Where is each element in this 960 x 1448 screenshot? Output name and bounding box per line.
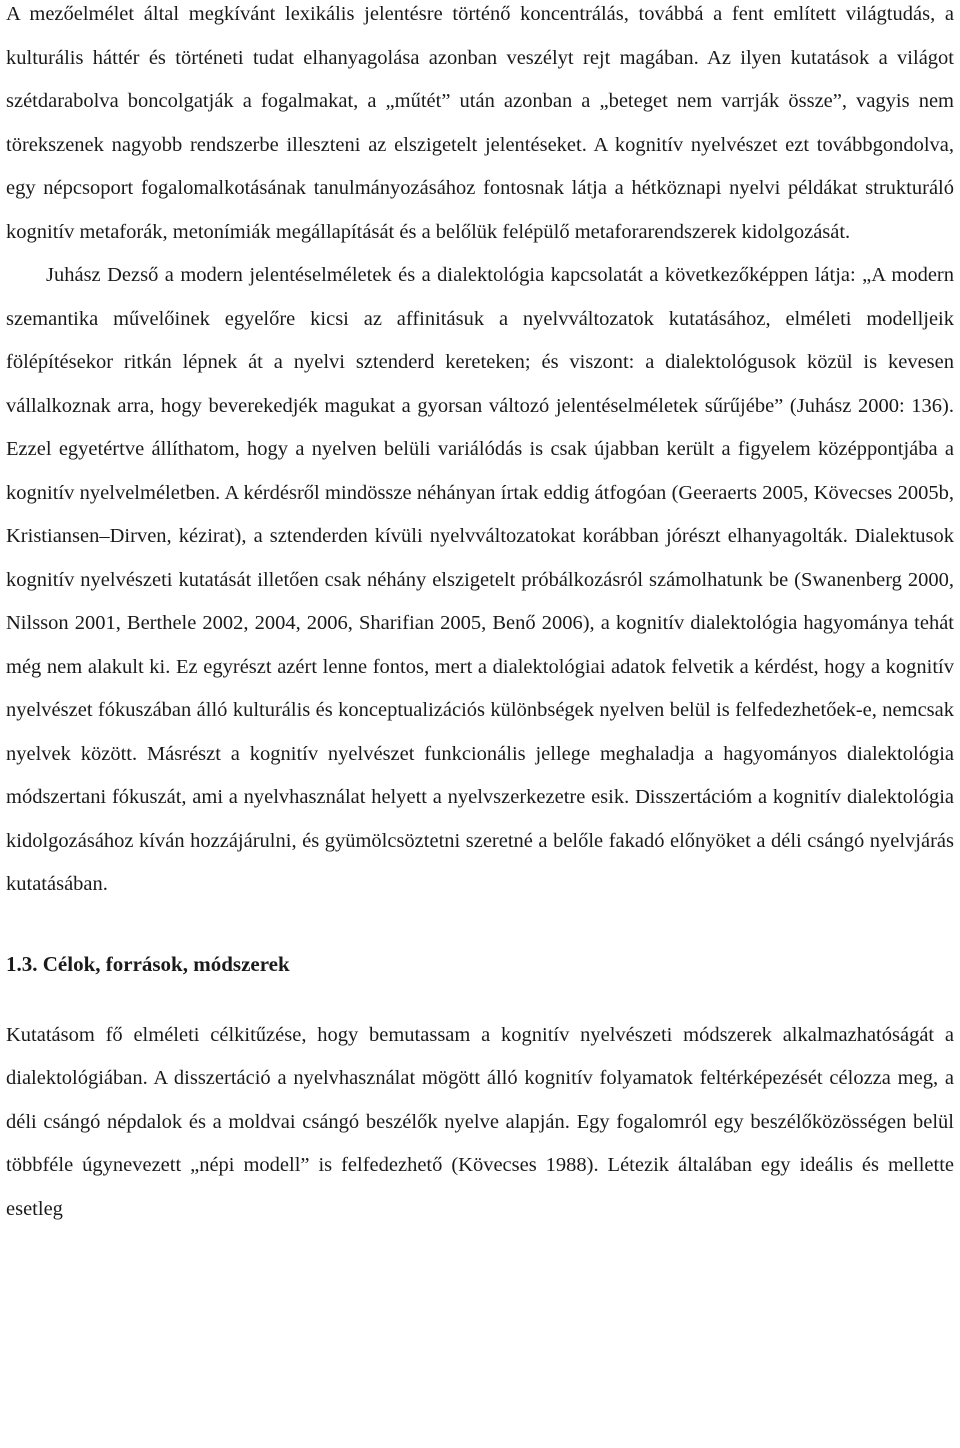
body-paragraph-1: A mezőelmélet által megkívánt lexikális jelentésre történő koncentrálás, továbbá a fent említett világtudás, a kulturális háttér és történeti tudat elhanyagolása azonban veszélyt rejt magában. Az ilyen kutatások a világot szétdarabolva boncolgatják a fogalmakat, a „műtét” után azonban a „beteget nem varrják össze”, vagyis nem törekszenek nagyobb rendszerbe illeszteni az elszigetelt jelentéseket. A kognitív nyelvészet ezt továbbgondolva, egy népcsoport fogalomalkotásának tanulmányozásához fontosnak látja a hétköznapi nyelvi példákat strukturáló kognitív metaforák, metonímiák megállapítását és a belőlük felépülő metaforarendszerek kidolgozását. — [6, 3, 954, 243]
document-page — [6, 0, 954, 1231]
body-paragraph-2: Juhász Dezső a modern jelentéselméletek és a dialektológia kapcsolatát a következőképpen látja: „A modern szemantika művelőinek egyelőre kicsi az affinitásuk a nyelvváltozatok kutatásához, elméleti modelljeik fölépítésekor ritkán lépnek át a nyelvi sztenderd kereteken; és viszont: a dialektológusok közül is kevesen vállalkoznak arra, hogy beverekedjék magukat a gyorsan változó jelentéselméletek sűrűjébe” (Juhász 2000: 136). Ezzel egyetértve állíthatom, hogy a nyelven belüli variálódás is csak újabban került a figyelem középpontjába a kognitív nyelvelméletben. A kérdésről mindössze néhányan írtak eddig átfogóan (Geeraerts 2005, Kövecses 2005b, Kristiansen–Dirven, kézirat), a sztenderden kívüli nyelvváltozatokat korábban jórészt elhanyagolták. Dialektusok kognitív nyelvészeti kutatását illetően csak néhány elszigetelt próbálkozásról számolhatunk be (Swanenberg 2000, Nilsson 2001, Berthele 2002, 2004, 2006, Sharifian 2005, Benő 2006), a kognitív dialektológia hagyománya tehát még nem alakult ki. Ez egyrészt azért lenne fontos, mert a dialektológiai adatok felvetik a kérdést, hogy a kognitív nyelvészet fókuszában álló kulturális és konceptualizációs különbségek nyelven belül is felfedezhetőek-e, nemcsak nyelvek között. Másrészt a kognitív nyelvészet funkcionális jellege meghaladja a hagyományos dialektológia módszertani fókuszát, ami a nyelvhasználat helyett a nyelvszerkezetre esik. Disszertációm a kognitív dialektológia kidolgozásához kíván hozzájárulni, és gyümölcsöztetni szeretné a belőle fakadó előnyöket a déli csángó nyelvjárás kutatásában. — [6, 264, 954, 895]
section-paragraph: Kutatásom fő elméleti célkitűzése, hogy bemutassam a kognitív nyelvészeti módszerek alkalmazhatóságát a dialektológiában. A disszertáció a nyelvhasználat mögött álló kognitív folyamatok feltérképezését célozza meg, a déli csángó népdalok és a moldvai csángó beszélők nyelve alapján. Egy fogalomról egy beszélőközösségen belül többféle úgynevezett „népi modell” is felfedezhető (Kövecses 1988). Létezik általában egy ideális és mellette esetleg — [6, 1023, 954, 1220]
section-heading: 1.3. Célok, források, módszerek — [6, 951, 290, 976]
